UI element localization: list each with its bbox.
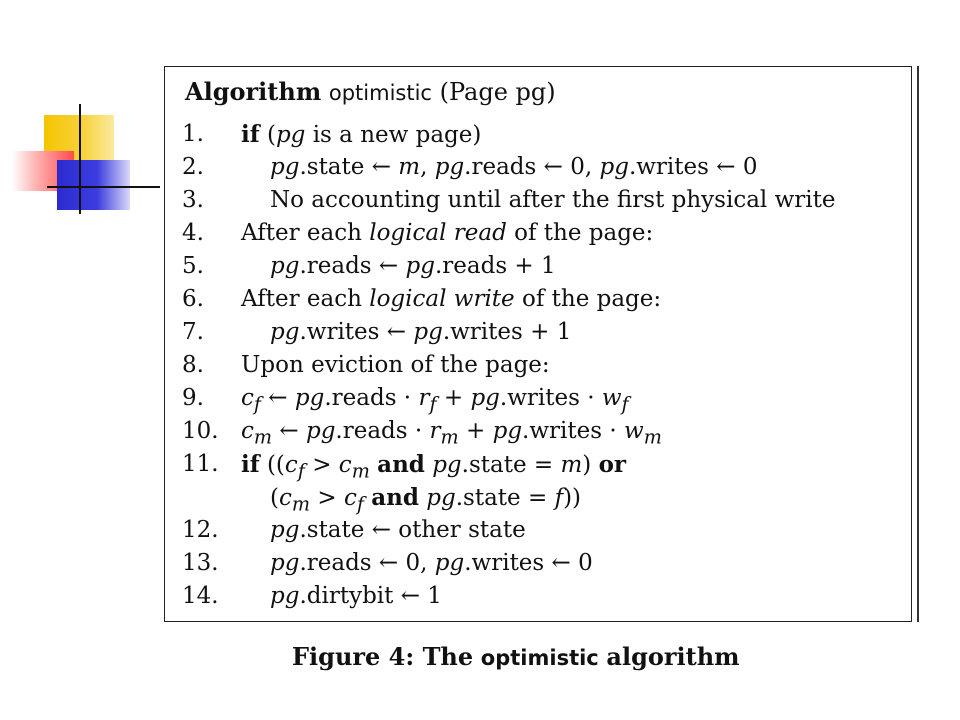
line-number: 5.	[182, 253, 204, 279]
line-code: After each logical read of the page:	[241, 220, 654, 246]
line-number: 4.	[182, 220, 204, 246]
line-number: 3.	[182, 187, 204, 213]
line-number: 10.	[182, 418, 219, 444]
line-code: pg.state ← m, pg.reads ← 0, pg.writes ← 0	[270, 154, 758, 180]
line-code: ($c_m > c_f$ and pg.state = f))	[270, 484, 582, 516]
decorative-horizontal-line	[47, 186, 160, 188]
line-number: 7.	[182, 319, 204, 345]
decorative-blue-square	[57, 160, 130, 210]
algorithm-keyword: Algorithm	[185, 77, 322, 106]
line-code: After each logical write of the page:	[241, 286, 662, 312]
line-number: 14.	[182, 583, 219, 609]
algorithm-box	[164, 66, 912, 622]
algorithm-title	[185, 77, 556, 106]
line-code: pg.reads ← pg.reads + 1	[270, 253, 556, 279]
line-code: No accounting until after the first physical write	[270, 187, 836, 213]
line-number: 12.	[182, 517, 219, 543]
line-code: pg.state ← other state	[270, 517, 526, 543]
line-code: pg.reads ← 0, pg.writes ← 0	[270, 550, 593, 576]
line-number: 2.	[182, 154, 204, 180]
line-code: pg.dirtybit ← 1	[270, 583, 442, 609]
line-number: 8.	[182, 352, 204, 378]
line-number: 6.	[182, 286, 204, 312]
caption-suffix: algorithm	[606, 642, 740, 671]
caption-name: optimistic	[480, 646, 599, 670]
algorithm-args: (Page pg)	[439, 78, 556, 106]
box-shadow-edge	[917, 66, 919, 622]
algorithm-name: optimistic	[328, 81, 432, 105]
line-code: $c_f$ ← pg.reads · $r_f$ + pg.writes · $w_f$	[241, 385, 629, 416]
decorative-vertical-line	[79, 104, 81, 214]
line-code: if (($c_f > c_m$ and pg.state = m) or	[241, 451, 627, 483]
line-number: 9.	[182, 385, 204, 411]
line-code: $c_m$ ← pg.reads · $r_m$ + pg.writes · $w_m$	[241, 418, 662, 449]
caption-prefix: Figure 4: The	[292, 642, 474, 671]
line-number: 1.	[182, 121, 204, 147]
line-code: if (pg is a new page)	[241, 121, 482, 148]
line-number: 11.	[182, 451, 219, 477]
line-code: pg.writes ← pg.writes + 1	[270, 319, 572, 345]
line-number: 13.	[182, 550, 219, 576]
line-code: Upon eviction of the page:	[241, 352, 550, 378]
figure-caption	[292, 642, 740, 671]
